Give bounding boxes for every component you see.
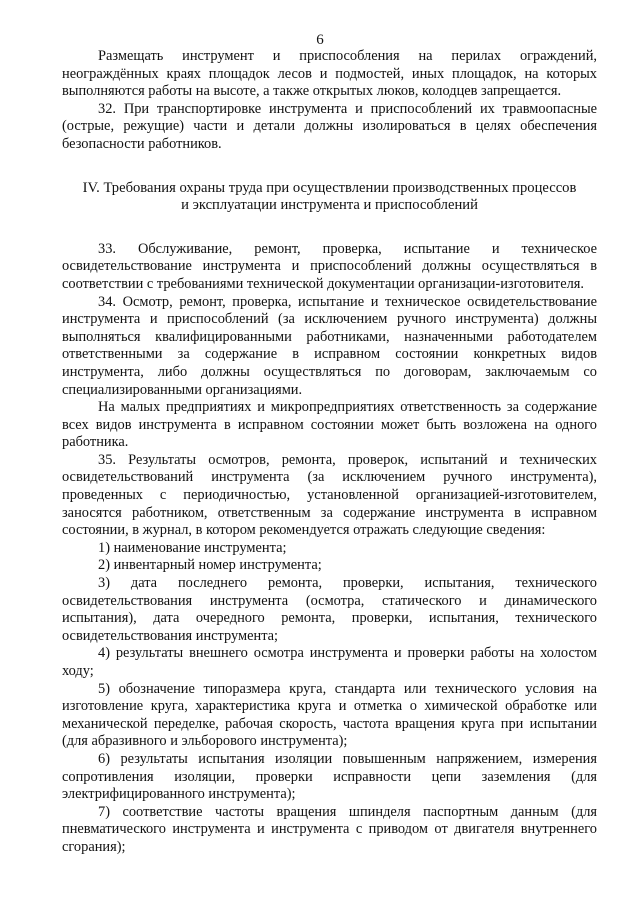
page-number: 6	[316, 32, 324, 48]
spacer	[62, 154, 597, 180]
list-item: 7) соответствие частоты вращения шпинделя паспортным данным (для пневматического инструмента и инструмента с приводом от двигателя внутреннего сгорания);	[62, 803, 597, 855]
list-item: 6) результаты испытания изоляции повышенным напряжением, измерения сопротивления изоляции, проверки исправности цепи заземления (для электрифицированного инструмента);	[62, 750, 597, 803]
paragraph: 32. При транспортировке инструмента и приспособлений их травмоопасные (острые, режущие) части и детали должны изолироваться в целях обеспечения безопасности работников.	[62, 100, 597, 152]
document-body	[62, 48, 597, 857]
paragraph: 35. Результаты осмотров, ремонта, проверок, испытаний и технических освидетельствований инструмента (за исключением ручного инструмента), проведенных с периодичностью, установленной организацией-изготовителем, заносятся работником, ответственным за содержание инструмента в исправном состоянии, в журнал, в котором рекомендуется отражать следующие сведения:	[62, 451, 597, 539]
paragraph: 34. Осмотр, ремонт, проверка, испытание и техническое освидетельствование инструмента и приспособлений (за исключением ручного инструмента) должны выполняться квалифицированными работниками, назначенными работодателем ответственными за содержание в исправном состоянии конкретных видов инструмента, либо должны осуществляться по договорам, заключаемым со специализированными организациями.	[62, 293, 597, 398]
list-item: 1) наименование инструмента;	[98, 539, 287, 556]
section-heading: IV. Требования охраны труда при осуществлении производственных процессов и эксплуатации инструмента и приспособлений	[82, 179, 577, 214]
paragraph: На малых предприятиях и микропредприятиях ответственность за содержание всех видов инструмента в исправном состоянии может быть возложена на одного работника.	[62, 399, 597, 451]
list-item: 4) результаты внешнего осмотра инструмента и проверки работы на холостом ходу;	[62, 645, 597, 679]
list-item: 3) дата последнего ремонта, проверки, испытания, технического освидетельствования инструмента (осмотра, статического и динамического испытания), дата очередного ремонта, проверки, испытания, технического освидетельствования инструмента;	[62, 575, 597, 644]
paragraph: 33. Обслуживание, ремонт, проверка, испытание и техническое освидетельствование инструмента и приспособлений должны осуществляться в соответствии с требованиями технической документации организации-изготовителя.	[62, 240, 597, 292]
list-item: 2) инвентарный номер инструмента;	[98, 557, 322, 574]
paragraph: Размещать инструмент и приспособления на перилах ограждений, неограждённых краях площадок лесов и подмостей, иных площадок, на которых выполняются работы на высоте, а также открытых люков, колодцев запрещается.	[62, 48, 597, 100]
spacer	[62, 215, 597, 241]
list-item: 5) обозначение типоразмера круга, стандарта или технического условия на изготовление круга, характеристика круга и отметка о химической обработке или механической переделке, рабочая скорость, частота вращения круга при испытании (для абразивного и эльборового инструмента);	[62, 680, 597, 750]
